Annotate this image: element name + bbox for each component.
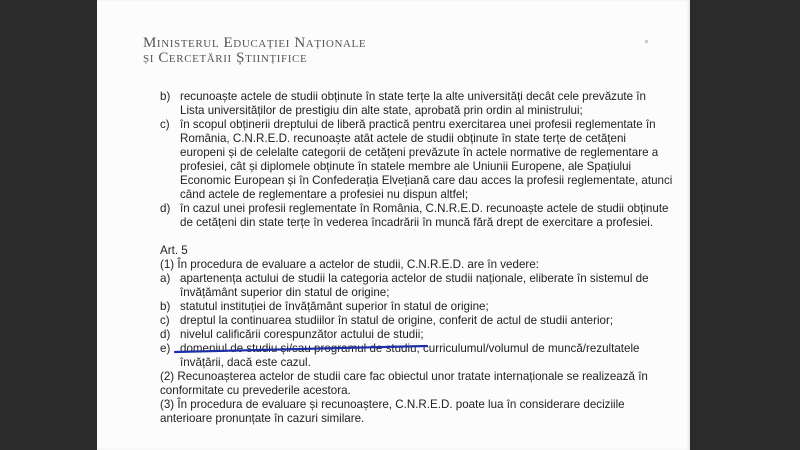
document-body [97,0,690,450]
text-line: dreptul la continuarea studiilor în statul de origine, conferit de actul de studii anterior; [180,314,614,327]
text-line: România, C.N.R.E.D. recunoaște atât actele de studii obținute în state terțe de cetățeni [180,132,626,145]
paragraph-2-line: (2) Recunoașterea actelor de studii care fac obiectul unor tratate internaționale se realizează în [160,370,648,383]
item-label: c) [160,314,170,327]
text-line: profesiei, cât și diplomele obținute în statele membre ale Uniunii Europene, ale Spațiului [180,160,632,173]
text-line: apartenența actului de studii la categoria actelor de studii naționale, eliberate în sistemul de [180,272,649,285]
text-line: Lista universităților de prestigiu din alte state, aprobată prin ordin al ministrului; [180,104,583,117]
text-line: de cetățeni din state terțe în vederea încadrării în muncă fără drept de exercitare a profesiei. [180,216,654,229]
item-label: b) [160,90,171,103]
text-line: învățării, dacă este cazul. [180,356,311,369]
paragraph-3-line: anterioare pronunțate în cazuri similare. [160,412,365,425]
text-line: recunoaște actele de studii obținute în state terțe la alte universități decât cele prevăzute în [180,90,646,103]
item-label: a) [160,272,171,285]
paragraph-2-line: conformitate cu prevederile acestora. [160,384,351,397]
text-line: în cazul unei profesii reglementate în România, C.N.R.E.D. recunoaște actele de studii obținute [180,202,669,215]
text-line: învățământ superior din statul de origine; [180,286,390,299]
item-label: c) [160,118,170,131]
text-line: când actele de reglementare a profesiei nu dispun altfel; [180,188,469,201]
header-line-2: și Cercetării Științifice [143,50,308,66]
right-dark-margin [690,0,800,450]
item-label: e) [160,342,171,355]
item-label: b) [160,300,171,313]
text-line: Economic European și în Confederația Elvețiană care dau acces la profesii reglementate, atunci [180,174,673,187]
text-line: în scopul obținerii dreptului de liberă practică pentru exercitarea unei profesii reglementate în [180,118,656,131]
header-line-1: Ministerul Educației Naționale [143,35,367,51]
left-dark-margin [0,0,97,450]
paragraph-1: (1) În procedura de evaluare a actelor de studii, C.N.R.E.D. are în vedere: [160,258,539,271]
article-title: Art. 5 [160,244,188,257]
paragraph-3-line: (3) În procedura de evaluare și recunoaștere, C.N.R.E.D. poate lua în considerare deciziile [160,398,625,411]
text-line: europeni și de celelalte categorii de cetățeni prevăzute în actele normative de reglementare a [180,146,659,159]
text-line: domeniul de studiu și/sau programul de studiu, curriculumul/volumul de muncă/rezultatele [180,342,640,355]
text-line: statutul instituției de învățământ superior în statul de origine; [180,300,489,313]
document-page [97,0,690,450]
highlighted-line: nivelul calificării corespunzător actului de studii; [180,328,424,341]
item-label: d) [160,202,171,215]
item-label: d) [160,328,171,341]
